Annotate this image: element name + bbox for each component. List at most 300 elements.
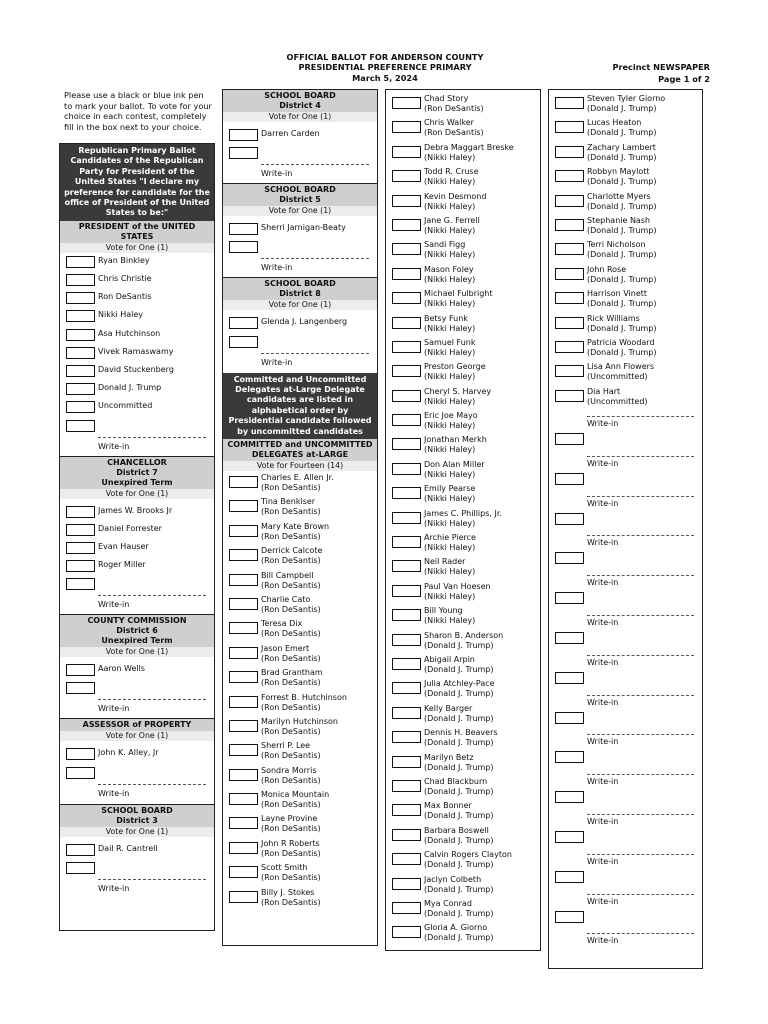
delegate-row[interactable] xyxy=(386,897,540,921)
delegate-row[interactable] xyxy=(223,764,377,788)
vote-box[interactable] xyxy=(229,891,258,903)
ballot-header xyxy=(230,52,540,83)
ballot-title: OFFICIAL BALLOT FOR ANDERSON COUNTY xyxy=(286,52,484,62)
delegate-row[interactable] xyxy=(223,886,377,910)
vote-box[interactable] xyxy=(229,476,258,488)
write-in-box[interactable] xyxy=(60,679,214,697)
vote-box[interactable] xyxy=(555,552,584,564)
vote-box[interactable] xyxy=(392,268,421,280)
vote-box[interactable] xyxy=(392,219,421,231)
delegate-affiliation: (Ron DeSantis) xyxy=(261,751,321,761)
commission-candidates xyxy=(60,661,214,679)
delegate-name: Preston George xyxy=(424,362,486,372)
vote-box[interactable] xyxy=(555,911,584,923)
delegate-affiliation: (Nikki Haley) xyxy=(424,225,476,235)
write-in-row[interactable] xyxy=(60,782,214,802)
district-line: District 4 xyxy=(279,101,321,110)
vote-box[interactable] xyxy=(66,767,95,779)
delegate-row[interactable] xyxy=(386,775,540,799)
delegate-affiliation: (Nikki Haley) xyxy=(424,469,476,479)
delegate-row[interactable] xyxy=(223,544,377,568)
candidate-row[interactable] xyxy=(60,362,214,380)
delegate-row[interactable] xyxy=(386,799,540,823)
write-in-box[interactable] xyxy=(60,859,214,877)
write-in-label: Write-in xyxy=(587,697,619,707)
write-in-label: Write-in xyxy=(587,578,619,588)
vote-box[interactable] xyxy=(555,292,584,304)
delegate-candidate xyxy=(424,923,494,943)
vote-box[interactable] xyxy=(392,658,421,670)
delegate-row[interactable] xyxy=(549,312,702,336)
write-in-box[interactable] xyxy=(223,333,377,351)
vote-box[interactable] xyxy=(66,383,95,395)
delegate-affiliation: (Nikki Haley) xyxy=(424,591,476,601)
candidate-row[interactable] xyxy=(60,539,214,557)
vote-box[interactable] xyxy=(66,682,95,694)
delegate-name: Sandi Figg xyxy=(424,240,466,250)
candidate-row[interactable] xyxy=(60,521,214,539)
vote-box[interactable] xyxy=(229,622,258,634)
vote-box[interactable] xyxy=(392,853,421,865)
delegate-row[interactable] xyxy=(223,593,377,617)
candidate-row[interactable] xyxy=(60,398,214,416)
vote-box[interactable] xyxy=(392,121,421,133)
delegate-row[interactable] xyxy=(386,482,540,506)
vote-box[interactable] xyxy=(66,256,95,268)
delegate-candidate xyxy=(261,644,321,664)
vote-box[interactable] xyxy=(392,731,421,743)
write-in-row[interactable] xyxy=(223,256,377,276)
candidate-name: Daniel Forrester xyxy=(98,523,162,533)
delegate-row[interactable] xyxy=(386,190,540,214)
vote-box[interactable] xyxy=(229,842,258,854)
delegate-name: Patricia Woodard xyxy=(587,337,655,347)
delegate-row[interactable] xyxy=(549,141,702,165)
delegate-row[interactable] xyxy=(549,92,702,116)
candidate-row[interactable] xyxy=(60,661,214,679)
vote-box[interactable] xyxy=(555,170,584,182)
delegate-write-in[interactable] xyxy=(549,926,702,966)
vote-box[interactable] xyxy=(66,748,95,760)
vote-box[interactable] xyxy=(392,243,421,255)
vote-box[interactable] xyxy=(229,744,258,756)
delegate-affiliation: (Nikki Haley) xyxy=(424,250,476,260)
delegate-row[interactable] xyxy=(549,336,702,360)
delegate-affiliation: (Donald J. Trump) xyxy=(587,128,657,138)
vote-box[interactable] xyxy=(66,560,95,572)
delegate-row[interactable] xyxy=(223,666,377,690)
delegate-affiliation: (Donald J. Trump) xyxy=(424,884,494,894)
delegate-name: Harrison Vinett xyxy=(587,289,648,299)
vote-box[interactable] xyxy=(392,146,421,158)
candidate-row[interactable] xyxy=(223,220,377,238)
vote-box[interactable] xyxy=(555,268,584,280)
vote-box[interactable] xyxy=(392,902,421,914)
candidate-row[interactable] xyxy=(60,307,214,325)
vote-box[interactable] xyxy=(392,292,421,304)
contest-title-school-board-5 xyxy=(223,183,377,206)
delegate-row[interactable] xyxy=(386,263,540,287)
title-line: SCHOOL BOARD xyxy=(264,91,336,100)
delegate-row[interactable] xyxy=(386,604,540,628)
delegate-row[interactable] xyxy=(223,569,377,593)
delegate-row[interactable] xyxy=(386,921,540,945)
vote-box[interactable] xyxy=(555,672,584,684)
delegate-candidate xyxy=(424,362,486,382)
delegate-write-in[interactable] xyxy=(549,887,702,927)
delegate-row[interactable] xyxy=(223,715,377,739)
vote-box[interactable] xyxy=(555,751,584,763)
write-in-row[interactable] xyxy=(223,162,377,182)
delegate-row[interactable] xyxy=(223,837,377,861)
vote-box[interactable] xyxy=(229,817,258,829)
delegate-row[interactable] xyxy=(386,116,540,140)
vote-box[interactable] xyxy=(229,500,258,512)
delegate-affiliation: (Donald J. Trump) xyxy=(587,104,657,113)
vote-box[interactable] xyxy=(66,274,95,286)
vote-box[interactable] xyxy=(229,696,258,708)
delegate-row[interactable] xyxy=(386,433,540,457)
delegate-row[interactable] xyxy=(549,287,702,311)
vote-box[interactable] xyxy=(555,365,584,377)
vote-box[interactable] xyxy=(66,664,95,676)
candidate-row[interactable] xyxy=(60,557,214,575)
vote-box[interactable] xyxy=(392,707,421,719)
delegate-write-in[interactable] xyxy=(549,528,702,568)
delegate-row[interactable] xyxy=(386,751,540,775)
assessor-candidates xyxy=(60,745,214,763)
vote-box[interactable] xyxy=(392,390,421,402)
vote-box[interactable] xyxy=(66,862,95,874)
write-in-box[interactable] xyxy=(223,144,377,162)
delegate-row[interactable] xyxy=(549,116,702,140)
delegate-row[interactable] xyxy=(386,165,540,189)
write-in-box[interactable] xyxy=(223,238,377,256)
write-in-label: Write-in xyxy=(587,618,619,628)
vote-box[interactable] xyxy=(555,317,584,329)
delegate-row[interactable] xyxy=(223,739,377,763)
candidate-row[interactable] xyxy=(223,126,377,144)
delegate-name: Barbara Boswell xyxy=(424,825,489,835)
delegate-name: John R Roberts xyxy=(261,838,320,848)
delegate-row[interactable] xyxy=(386,677,540,701)
delegate-row[interactable] xyxy=(223,642,377,666)
delegate-candidate xyxy=(424,875,494,895)
delegate-row[interactable] xyxy=(223,617,377,641)
delegate-row[interactable] xyxy=(386,141,540,165)
vote-box[interactable] xyxy=(555,632,584,644)
vote-box[interactable] xyxy=(392,414,421,426)
vote-box[interactable] xyxy=(392,365,421,377)
candidate-row[interactable] xyxy=(60,503,214,521)
write-in-line xyxy=(587,814,694,815)
delegate-name: Kelly Barger xyxy=(424,703,473,713)
delegate-row[interactable] xyxy=(386,848,540,872)
delegate-row[interactable] xyxy=(549,190,702,214)
candidate-row[interactable] xyxy=(60,380,214,398)
delegate-row[interactable] xyxy=(386,531,540,555)
delegate-write-in[interactable] xyxy=(549,688,702,728)
candidate-name: James W. Brooks Jr xyxy=(98,505,173,515)
candidate-row[interactable] xyxy=(60,326,214,344)
vote-box[interactable] xyxy=(392,609,421,621)
delegate-row[interactable] xyxy=(223,471,377,495)
delegate-candidate xyxy=(424,240,475,260)
vote-box[interactable] xyxy=(392,438,421,450)
delegate-write-in[interactable] xyxy=(549,648,702,688)
write-in-label: Write-in xyxy=(587,817,619,827)
vote-box[interactable] xyxy=(392,536,421,548)
write-in-row[interactable] xyxy=(223,351,377,371)
delegate-candidate xyxy=(261,888,321,908)
delegate-row[interactable] xyxy=(386,336,540,360)
vote-box[interactable] xyxy=(392,341,421,353)
vote-box[interactable] xyxy=(229,793,258,805)
vote-box[interactable] xyxy=(66,292,95,304)
delegate-candidate xyxy=(424,314,475,334)
write-in-box[interactable] xyxy=(60,575,214,593)
delegate-row[interactable] xyxy=(386,214,540,238)
delegate-affiliation: (Nikki Haley) xyxy=(424,347,476,357)
candidate-name: Roger Miller xyxy=(98,560,146,570)
delegate-row[interactable] xyxy=(386,409,540,433)
delegate-row[interactable] xyxy=(386,726,540,750)
delegate-write-in[interactable] xyxy=(549,409,702,449)
delegate-row[interactable] xyxy=(223,495,377,519)
vote-box[interactable] xyxy=(66,329,95,341)
vote-box[interactable] xyxy=(229,336,258,348)
delegate-row[interactable] xyxy=(223,861,377,885)
vote-box[interactable] xyxy=(229,866,258,878)
vote-box[interactable] xyxy=(392,804,421,816)
write-in-row[interactable] xyxy=(60,877,214,897)
vote-box[interactable] xyxy=(229,129,258,141)
delegate-candidate xyxy=(587,94,665,114)
vote-box[interactable] xyxy=(555,97,584,109)
vote-box[interactable] xyxy=(229,720,258,732)
delegate-candidate xyxy=(261,693,347,713)
delegate-candidate xyxy=(424,509,502,529)
write-in-box[interactable] xyxy=(60,764,214,782)
vote-box[interactable] xyxy=(66,542,95,554)
vote-box[interactable] xyxy=(229,549,258,561)
delegate-name: Mya Conrad xyxy=(424,898,472,908)
contest-title-assessor: ASSESSOR of PROPERTY xyxy=(60,718,214,731)
delegate-row[interactable] xyxy=(386,653,540,677)
vote-box[interactable] xyxy=(392,170,421,182)
ballot-subtitle: PRESIDENTIAL PREFERENCE PRIMARY xyxy=(298,62,472,73)
delegate-candidate xyxy=(424,265,475,285)
delegate-row[interactable] xyxy=(386,555,540,579)
write-in-row[interactable] xyxy=(60,593,214,613)
vote-box[interactable] xyxy=(229,147,258,159)
vote-box[interactable] xyxy=(392,780,421,792)
delegate-row[interactable] xyxy=(386,360,540,384)
delegate-write-in[interactable] xyxy=(549,608,702,648)
delegate-write-in[interactable] xyxy=(549,449,702,489)
vote-box[interactable] xyxy=(555,831,584,843)
contest-title-chancellor xyxy=(60,456,214,489)
vote-box[interactable] xyxy=(66,365,95,377)
candidate-row[interactable] xyxy=(60,745,214,763)
vote-box[interactable] xyxy=(392,585,421,597)
delegate-row[interactable] xyxy=(386,580,540,604)
delegate-name: Jane G. Ferrell xyxy=(424,215,480,225)
delegate-write-in[interactable] xyxy=(549,847,702,887)
delegate-row[interactable] xyxy=(386,824,540,848)
vote-box[interactable] xyxy=(392,829,421,841)
delegate-name: Mason Foley xyxy=(424,264,474,274)
vote-box[interactable] xyxy=(392,560,421,572)
delegate-write-in[interactable] xyxy=(549,568,702,608)
delegate-row[interactable] xyxy=(386,702,540,726)
delegate-name: Steven Tyler Giorno xyxy=(587,94,666,103)
delegate-name: Bill Young xyxy=(424,606,463,616)
delegate-candidate xyxy=(424,387,491,407)
vote-box[interactable] xyxy=(555,121,584,133)
vote-box[interactable] xyxy=(555,433,584,445)
vote-box[interactable] xyxy=(555,243,584,255)
vote-box[interactable] xyxy=(66,524,95,536)
delegate-row[interactable] xyxy=(223,691,377,715)
candidate-row[interactable] xyxy=(60,271,214,289)
delegate-candidate xyxy=(587,314,657,334)
delegate-candidates-col2 xyxy=(223,471,377,910)
delegate-candidate xyxy=(261,595,321,615)
delegate-candidate xyxy=(587,338,657,358)
delegate-row[interactable] xyxy=(549,214,702,238)
delegate-affiliation: (Ron DeSantis) xyxy=(261,604,321,614)
delegate-candidate xyxy=(587,143,657,163)
candidate-row[interactable] xyxy=(60,344,214,362)
vote-box[interactable] xyxy=(66,578,95,590)
vote-box[interactable] xyxy=(392,926,421,938)
vote-box[interactable] xyxy=(229,223,258,235)
vote-box[interactable] xyxy=(229,598,258,610)
vote-box[interactable] xyxy=(392,97,421,109)
vote-box[interactable] xyxy=(555,390,584,402)
vote-box[interactable] xyxy=(555,712,584,724)
delegate-write-in[interactable] xyxy=(549,767,702,807)
delegate-write-in[interactable] xyxy=(549,727,702,767)
vote-box[interactable] xyxy=(66,347,95,359)
delegate-row[interactable] xyxy=(386,312,540,336)
delegate-row[interactable] xyxy=(386,287,540,311)
vote-box[interactable] xyxy=(555,791,584,803)
vote-box[interactable] xyxy=(229,647,258,659)
vote-box[interactable] xyxy=(229,317,258,329)
vote-instruction: Vote for One (1) xyxy=(223,206,377,216)
candidate-row[interactable] xyxy=(60,253,214,271)
delegate-affiliation: (Donald J. Trump) xyxy=(587,152,657,162)
candidate-name: Uncommitted xyxy=(98,401,153,411)
delegate-row[interactable] xyxy=(386,458,540,482)
vote-box[interactable] xyxy=(555,219,584,231)
delegate-candidate xyxy=(261,863,321,883)
candidate-row[interactable] xyxy=(223,314,377,332)
vote-box[interactable] xyxy=(392,317,421,329)
vote-box[interactable] xyxy=(66,420,95,432)
vote-box[interactable] xyxy=(555,592,584,604)
vote-box[interactable] xyxy=(392,682,421,694)
candidate-row[interactable] xyxy=(60,289,214,307)
vote-box[interactable] xyxy=(392,512,421,524)
delegate-name: Calvin Rogers Clayton xyxy=(424,850,512,860)
vote-box[interactable] xyxy=(229,241,258,253)
delegate-row[interactable] xyxy=(549,360,702,384)
delegate-row[interactable] xyxy=(223,812,377,836)
delegate-write-in[interactable] xyxy=(549,489,702,529)
vote-box[interactable] xyxy=(66,506,95,518)
delegate-affiliation: (Donald J. Trump) xyxy=(587,347,657,357)
delegate-row[interactable] xyxy=(549,263,702,287)
delegate-row[interactable] xyxy=(386,507,540,531)
school-board-5-candidates xyxy=(223,220,377,238)
vote-box[interactable] xyxy=(555,195,584,207)
vote-box[interactable] xyxy=(555,871,584,883)
vote-box[interactable] xyxy=(555,473,584,485)
vote-box[interactable] xyxy=(555,513,584,525)
delegate-row[interactable] xyxy=(386,385,540,409)
delegate-affiliation: (Nikki Haley) xyxy=(424,518,476,528)
delegate-name: Chris Walker xyxy=(424,118,474,128)
write-in-row[interactable] xyxy=(60,697,214,717)
write-in-row[interactable] xyxy=(60,435,214,455)
delegate-row[interactable] xyxy=(223,788,377,812)
vote-box[interactable] xyxy=(392,878,421,890)
vote-box[interactable] xyxy=(392,756,421,768)
vote-box[interactable] xyxy=(229,525,258,537)
delegate-row[interactable] xyxy=(386,238,540,262)
delegate-affiliation: (Donald J. Trump) xyxy=(587,250,657,260)
delegate-row[interactable] xyxy=(549,238,702,262)
vote-box[interactable] xyxy=(229,574,258,586)
delegate-row[interactable] xyxy=(386,873,540,897)
vote-box[interactable] xyxy=(66,401,95,413)
delegate-candidate xyxy=(424,704,494,724)
delegate-write-in[interactable] xyxy=(549,807,702,847)
write-in-box[interactable] xyxy=(60,417,214,435)
delegate-row[interactable] xyxy=(386,92,540,116)
vote-box[interactable] xyxy=(392,487,421,499)
delegate-candidate xyxy=(261,668,323,688)
delegate-candidate xyxy=(424,484,475,504)
delegate-row[interactable] xyxy=(386,629,540,653)
vote-box[interactable] xyxy=(392,463,421,475)
vote-instruction: Vote for One (1) xyxy=(60,489,214,499)
president-candidates xyxy=(60,253,214,417)
delegate-row[interactable] xyxy=(223,520,377,544)
candidate-name: Nikki Haley xyxy=(98,310,144,320)
column-3 xyxy=(385,89,541,951)
vote-box[interactable] xyxy=(66,844,95,856)
candidate-row[interactable] xyxy=(60,841,214,859)
vote-box[interactable] xyxy=(66,310,95,322)
delegate-name: Todd R. Cruse xyxy=(424,167,479,177)
vote-box[interactable] xyxy=(555,146,584,158)
write-in-line xyxy=(587,774,694,775)
vote-box[interactable] xyxy=(229,671,258,683)
vote-box[interactable] xyxy=(392,634,421,646)
vote-box[interactable] xyxy=(229,769,258,781)
vote-box[interactable] xyxy=(555,341,584,353)
vote-box[interactable] xyxy=(392,195,421,207)
delegate-candidate xyxy=(424,557,475,577)
delegate-row[interactable] xyxy=(549,165,702,189)
delegate-row[interactable] xyxy=(549,385,702,409)
delegate-candidate xyxy=(261,546,322,566)
write-in-line xyxy=(587,933,694,934)
